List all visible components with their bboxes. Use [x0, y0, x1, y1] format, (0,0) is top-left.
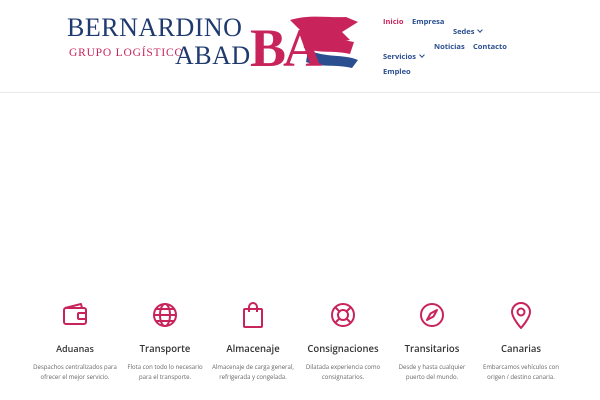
service-description-line: para el transporte.: [138, 373, 192, 381]
lifebuoy-icon: [329, 300, 357, 330]
service-description-line: Despachos centralizados para: [33, 363, 117, 371]
service-description: [382, 362, 482, 382]
service-canarias[interactable]: [471, 300, 571, 382]
service-title: Aduanas: [56, 342, 94, 355]
nav-item-sedes[interactable]: [453, 17, 482, 39]
main-navigation: [383, 0, 598, 92]
nav-item-servicios[interactable]: [383, 42, 424, 64]
service-title: Transitarios: [404, 342, 460, 355]
service-title: Canarias: [501, 342, 541, 355]
service-description: [203, 362, 303, 382]
service-almacenaje[interactable]: [203, 300, 303, 382]
compass-icon: [418, 300, 446, 330]
service-title: Transporte: [139, 342, 191, 355]
nav-item-inicio[interactable]: Inicio: [383, 17, 404, 27]
logo-flag-mark: [250, 14, 363, 76]
nav-item-empleo[interactable]: Empleo: [383, 67, 411, 77]
service-transitarios[interactable]: [382, 300, 482, 382]
nav-item-empresa[interactable]: Empresa: [412, 17, 445, 27]
logo-mark-text: BA: [250, 18, 320, 76]
service-description-line: Desde y hasta cualquier: [398, 363, 466, 371]
service-description: [471, 362, 571, 382]
shopping-bag-icon: [239, 300, 267, 330]
nav-item-contacto[interactable]: Contacto: [473, 42, 507, 52]
service-description-line: puerto del mundo.: [405, 373, 459, 381]
service-description: [25, 362, 125, 382]
logo-name-line2: ABAD: [175, 41, 251, 70]
site-logo[interactable]: [67, 14, 367, 78]
globe-icon: [151, 300, 179, 330]
service-description: [115, 362, 215, 382]
service-title: Almacenaje: [226, 342, 280, 355]
wallet-icon: [61, 300, 89, 330]
service-description-line: origen / destino canaria.: [487, 373, 555, 381]
site-header: [0, 0, 600, 93]
logo-name-line1: BERNARDINO: [67, 13, 243, 42]
chevron-down-icon: [419, 52, 425, 58]
service-description-line: consignatarios.: [321, 373, 365, 381]
service-description-line: Dilatada experiencia como: [305, 363, 381, 371]
nav-item-sedes-label: Sedes: [453, 27, 475, 37]
service-aduanas[interactable]: [25, 300, 125, 382]
nav-item-servicios-label: Servicios: [383, 52, 417, 62]
service-description-line: Almacenaje de carga general,: [212, 363, 294, 371]
nav-item-noticias[interactable]: Noticias: [434, 42, 465, 52]
service-consignaciones[interactable]: [293, 300, 393, 382]
service-description: [293, 362, 393, 382]
logo-tagline: GRUPO LOGÍSTICO: [69, 47, 184, 59]
service-description-line: Flota con todo lo necesario: [127, 363, 203, 371]
chevron-down-icon: [478, 27, 484, 33]
service-description-line: ofrecer el mejor servicio.: [40, 373, 110, 381]
service-transporte[interactable]: [115, 300, 215, 382]
service-description-line: refrigerada y congelada.: [219, 373, 287, 381]
service-description-line: Embarcamos vehículos con: [483, 363, 559, 371]
map-pin-icon: [507, 300, 535, 330]
service-title: Consignaciones: [307, 342, 379, 355]
